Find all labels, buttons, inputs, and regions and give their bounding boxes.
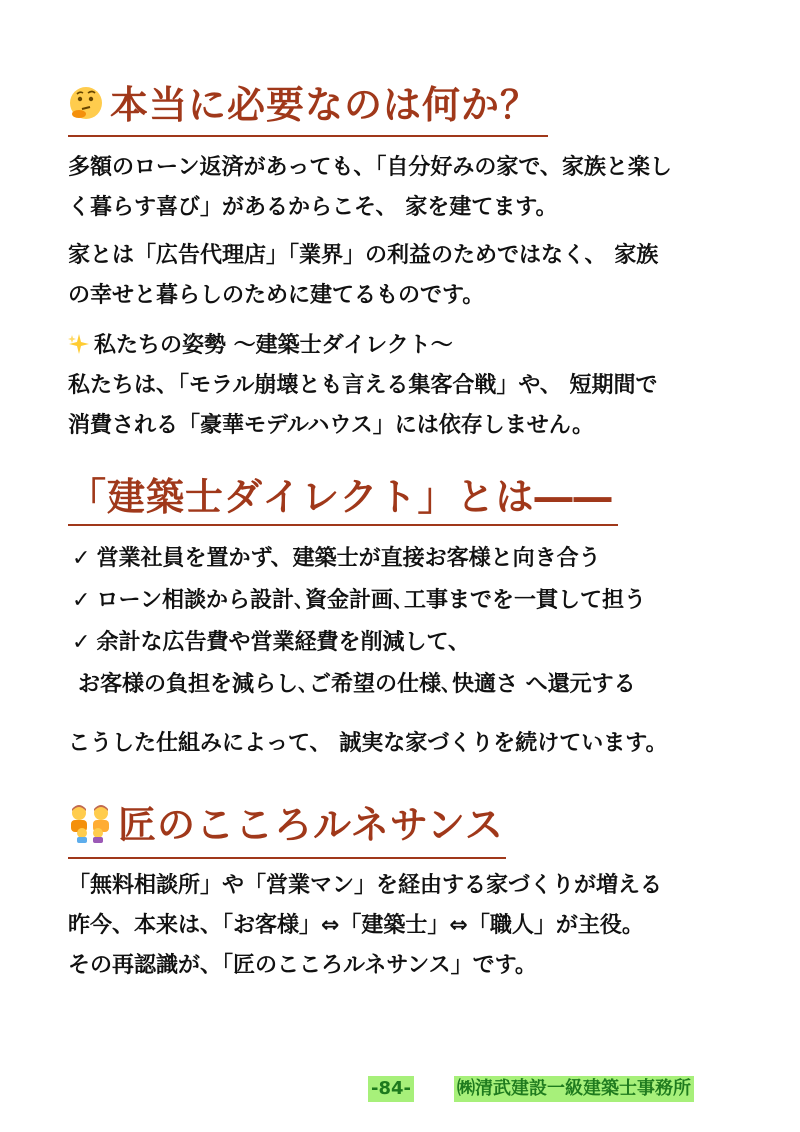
paragraph-closing (68, 724, 768, 764)
heading-underline (68, 857, 506, 859)
text-line: の幸せと暮らしのために建てるものです。 (68, 283, 485, 308)
list-item-text: 営業社員を置かず、建築士が直接お客様と向き合う (96, 546, 601, 571)
check-icon: ✓ (72, 630, 91, 655)
stance-title-text: 私たちの姿勢 〜建築士ダイレクト〜 (94, 333, 453, 358)
heading-text: 本当に必要なのは何か？ (110, 83, 540, 127)
heading-text: 匠のこころルネサンス (118, 803, 504, 847)
heading-text: 「建築士ダイレクト」とは―― (68, 475, 613, 519)
text-line: 家とは「広告代理店」「業界」の利益のためではなく、 家族 (68, 243, 659, 268)
text-line: 「無料相談所」や「営業マン」を経由する家づくりが増える (68, 873, 663, 898)
list-item (72, 622, 646, 664)
list-item-continuation: お客様の負担を減らし､ご希望の仕様､快適さ へ還元する (78, 672, 636, 697)
check-icon: ✓ (72, 588, 91, 613)
list-item (72, 538, 646, 580)
list-item (72, 580, 646, 622)
text-line: こうした仕組みによって、 誠実な家づくりを続けています。 (68, 731, 668, 756)
text-line: 昨今、本来は、「お客様」⇔「建築士」⇔「職人」が主役。 (68, 913, 644, 938)
paragraph-stance (68, 326, 768, 446)
stance-title (68, 326, 768, 366)
list-item-text: 余計な広告費や営業経費を削減して、 (96, 630, 470, 655)
feature-checklist (72, 538, 646, 706)
paragraph-home-purpose (68, 236, 768, 316)
heading-underline (68, 135, 548, 137)
family-icon (68, 803, 112, 853)
text-line: 消費される「豪華モデルハウス」には依存しません。 (68, 413, 595, 438)
heading-underline (68, 524, 618, 526)
thinking-face-icon (68, 85, 104, 131)
page-number: -84- (368, 1076, 414, 1102)
paragraph-renaissance (68, 866, 768, 986)
check-icon: ✓ (72, 546, 91, 571)
text-line: く暮らす喜び」があるからこそ、 家を建てます。 (68, 195, 558, 220)
section-heading-takumi-renaissance (68, 802, 504, 853)
text-line: 多額のローン返済があっても、「自分好みの家で、家族と楽し (68, 155, 672, 180)
company-name: ㈱清武建設一級建築士事務所 (454, 1076, 694, 1102)
sparkles-icon (68, 333, 90, 358)
text-line: 私たちは、「モラル崩壊とも言える集客合戦」や、 短期間で (68, 373, 658, 398)
section-heading-what-is-needed (68, 82, 539, 131)
section-heading-architect-direct (68, 474, 612, 520)
paragraph-loan (68, 148, 768, 228)
text-line: その再認識が、「匠のこころルネサンス」です。 (68, 953, 537, 978)
list-item-text: ローン相談から設計､資金計画､工事までを一貫して担う (96, 588, 646, 613)
